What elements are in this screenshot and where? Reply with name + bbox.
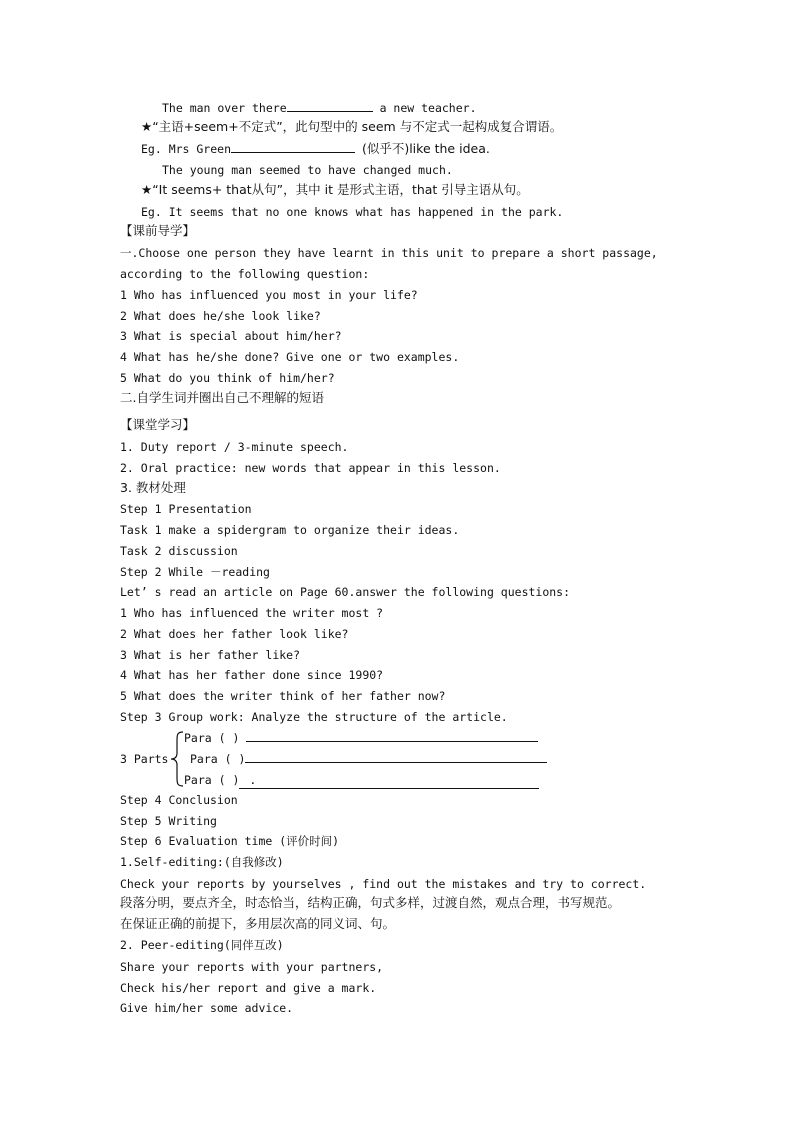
step-5: Step 5 Writing: [120, 814, 217, 828]
dot-mark: .: [249, 773, 257, 787]
example-seem-3: The young man seemed to have changed much.: [162, 163, 453, 177]
rule-it-seems: ★“It seems+ that从句”，其中 it 是形式主语，that 引导主语从句。: [141, 182, 529, 197]
question-item: 1 Who has influenced you most in your life?: [120, 288, 418, 302]
reading-question: 5 What does the writer think of her father now?: [120, 689, 446, 703]
step-3: Step 3 Group work: Analyze the structure of the article.: [120, 710, 508, 724]
example-seem-2: [141, 141, 490, 157]
peer-line-3: Give him/her some advice.: [120, 1001, 294, 1015]
peer-line-2: Check his/her report and give a mark.: [120, 981, 377, 995]
example-it-seems: Eg. It seems that no one knows what has happened in the park.: [141, 205, 564, 219]
question-item: 2 What does he/she look like?: [120, 309, 321, 323]
para-row-3: [184, 772, 539, 789]
para-label: Para ( ): [184, 731, 240, 745]
para-label: Para ( ): [184, 773, 240, 787]
preclass-task1-line2: according to the following question:: [120, 267, 370, 281]
example-seem-1-end: a new teacher.: [379, 101, 477, 115]
question-item: 5 What do you think of him/her?: [120, 371, 335, 385]
blank-line[interactable]: [231, 142, 355, 153]
example-seem-1-start: The man over there: [162, 101, 287, 115]
self-editing: 1.Self-editing:(自我修改): [120, 855, 284, 869]
rule-seem-infinitive: ★“主语+seem+不定式”，此句型中的 seem 与不定式一起构成复合谓语。: [141, 119, 563, 134]
reading-question: 3 What is her father like?: [120, 648, 301, 662]
reading-question: 1 Who has influenced the writer most ?: [120, 606, 384, 620]
answer-line[interactable]: [246, 731, 538, 742]
inclass-item-2: 2. Oral practice: new words that appear in this lesson.: [120, 461, 501, 475]
step-4: Step 4 Conclusion: [120, 793, 238, 807]
answer-line[interactable]: [239, 772, 539, 789]
preclass-task1-line1: 一.Choose one person they have learnt in this unit to prepare a short passage,: [120, 246, 658, 260]
reading-intro: Let’ s read an article on Page 60.answer the following questions:: [120, 585, 571, 599]
task-2: Task 2 discussion: [120, 544, 238, 558]
para-label: Para ( ): [190, 752, 246, 766]
reading-question: 2 What does her father look like?: [120, 627, 349, 641]
example-seem-1: [162, 100, 477, 116]
para-row-2: [190, 751, 547, 767]
inclass-heading: 【课堂学习】: [120, 417, 196, 432]
preclass-heading: 【课前导学】: [120, 223, 196, 238]
preclass-task2: 二.自学生词并圈出自己不理解的短语: [120, 390, 324, 405]
curly-brace-icon: [170, 731, 184, 787]
writing-criteria-2: 在保证正确的前提下，多用层次高的同义词、句。: [120, 916, 396, 931]
peer-editing: 2. Peer-editing(同伴互改): [120, 938, 284, 952]
parts-label: 3 Parts: [120, 752, 169, 766]
para-row-1: [184, 730, 538, 746]
step-2: Step 2 While －reading: [120, 565, 270, 579]
peer-line-1: Share your reports with your partners,: [120, 960, 384, 974]
writing-criteria-1: 段落分明，要点齐全，时态恰当，结构正确，句式多样，过渡自然，观点合理，书写规范。: [120, 895, 621, 910]
step-6: Step 6 Evaluation time (评价时间): [120, 834, 340, 848]
blank-line[interactable]: [287, 101, 373, 112]
example-seem-2-end: (似乎不)like the idea.: [361, 141, 490, 156]
question-item: 4 What has he/she done? Give one or two examples.: [120, 350, 460, 364]
step-1: Step 1 Presentation: [120, 502, 252, 516]
inclass-item-3: 3. 教材处理: [120, 480, 186, 495]
example-label: Eg. Mrs Green: [141, 142, 232, 156]
self-editing-desc: Check your reports by yourselves , find out the mistakes and try to correct.: [120, 877, 647, 891]
reading-question: 4 What has her father done since 1990?: [120, 668, 384, 682]
inclass-item-1: 1. Duty report / 3-minute speech.: [120, 440, 349, 454]
task-1: Task 1 make a spidergram to organize their ideas.: [120, 523, 460, 537]
question-item: 3 What is special about him/her?: [120, 329, 342, 343]
answer-line[interactable]: [245, 752, 547, 763]
